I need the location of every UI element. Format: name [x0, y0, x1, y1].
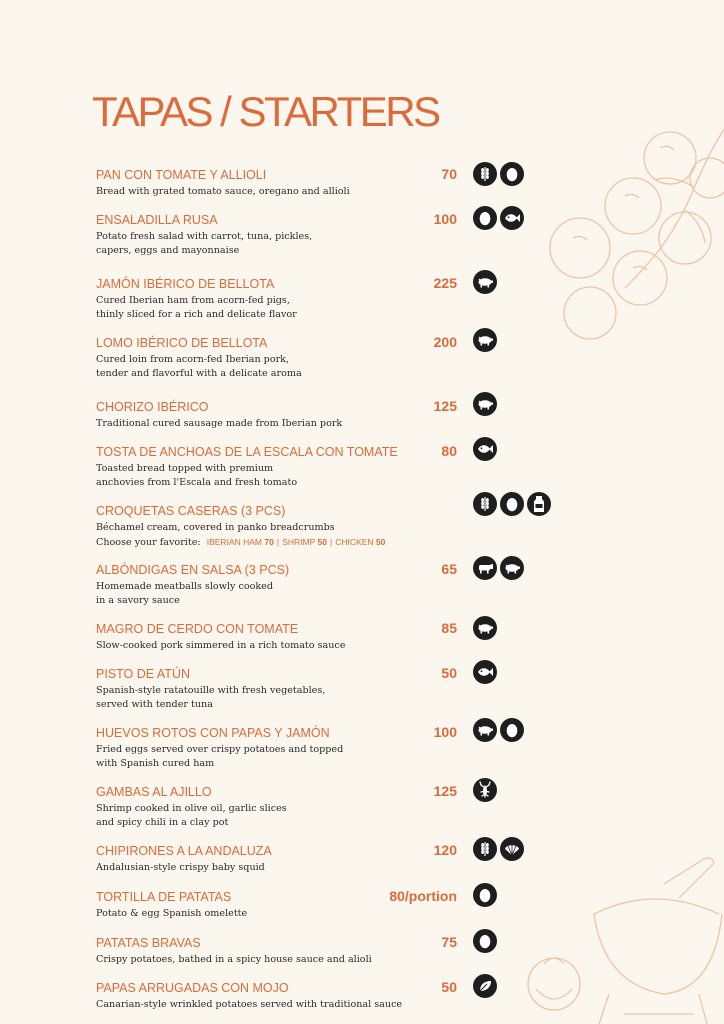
- egg-icon: [473, 929, 497, 953]
- item-price: 80/portion: [389, 888, 457, 904]
- item-description: Homemade meatballs slowly cooked in a savory sauce: [96, 581, 273, 606]
- item-options: [96, 535, 556, 550]
- item-description: Crispy potatoes, bathed in a spicy house sauce and alioli: [96, 954, 372, 965]
- page-title: TAPAS / STARTERS: [92, 88, 439, 135]
- fish-icon: [500, 206, 524, 230]
- allergen-icons: [473, 162, 524, 186]
- egg-icon: [473, 883, 497, 907]
- fish-icon: [473, 437, 497, 461]
- item-name: CROQUETAS CASERAS (3 PCS): [96, 504, 286, 518]
- allergen-icons: [473, 778, 497, 802]
- item-price: 125: [433, 398, 457, 414]
- gluten-icon: [473, 492, 497, 516]
- item-description: Cured Iberian ham from acorn-fed pigs, thinly sliced for a rich and delicate flavor: [96, 295, 297, 320]
- item-price: 80: [441, 443, 457, 459]
- crustacean-icon: [473, 778, 497, 802]
- tomato-illustration: [545, 118, 724, 348]
- beef-icon: [473, 556, 497, 580]
- option-label: SHRIMP: [282, 537, 316, 547]
- allergen-icons: [473, 837, 524, 861]
- item-name: PAPAS ARRUGADAS CON MOJO: [96, 981, 289, 995]
- pork-icon: [473, 328, 497, 352]
- item-name: JAMÓN IBÉRICO DE BELLOTA: [96, 277, 275, 291]
- item-description: Canarian-style wrinkled potatoes served with traditional sauce: [96, 999, 403, 1010]
- item-name: MAGRO DE CERDO CON TOMATE: [96, 622, 299, 636]
- item-price: 75: [441, 934, 457, 950]
- egg-icon: [473, 206, 497, 230]
- option-label: IBERIAN HAM: [206, 537, 262, 547]
- item-description: Potato fresh salad with carrot, tuna, pickles, capers, eggs and mayonnaise: [96, 231, 313, 256]
- allergen-icons: [473, 660, 497, 684]
- allergen-icons: [473, 883, 497, 907]
- option-separator: |: [330, 537, 333, 547]
- egg-icon: [500, 492, 524, 516]
- item-price: 125: [433, 783, 457, 799]
- allergen-icons: [473, 556, 524, 580]
- item-price: 70: [441, 166, 457, 182]
- item-price: 65: [441, 561, 457, 577]
- option-iberian-ham: [207, 537, 274, 547]
- item-name: HUEVOS ROTOS CON PAPAS Y JAMÓN: [96, 726, 330, 740]
- gluten-icon: [473, 837, 497, 861]
- option-price: 50: [375, 537, 386, 547]
- item-price: 120: [433, 842, 457, 858]
- option-price: 50: [317, 537, 327, 547]
- item-price: 50: [441, 979, 457, 995]
- option-shrimp: [282, 537, 327, 547]
- item-price: 85: [441, 620, 457, 636]
- option-label: CHICKEN: [335, 537, 374, 547]
- allergen-icons: [473, 270, 497, 294]
- item-name: PAN CON TOMATE Y ALLIOLI: [96, 168, 267, 182]
- allergen-icons: [473, 492, 551, 516]
- pork-icon: [473, 718, 497, 742]
- item-name: GAMBAS AL AJILLO: [96, 785, 212, 799]
- item-price: 100: [433, 724, 457, 740]
- item-description: Shrimp cooked in olive oil, garlic slices and spicy chili in a clay pot: [96, 803, 287, 828]
- allergen-icons: [473, 437, 497, 461]
- mollusc-icon: [500, 837, 524, 861]
- pork-icon: [473, 392, 497, 416]
- allergen-icons: [473, 206, 524, 230]
- item-price: 50: [441, 665, 457, 681]
- item-name: PISTO DE ATÚN: [96, 667, 191, 681]
- item-name: ALBÓNDIGAS EN SALSA (3 PCS): [96, 563, 290, 577]
- item-price: 200: [433, 334, 457, 350]
- allergen-icons: [473, 718, 524, 742]
- allergen-icons: [473, 616, 497, 640]
- item-description: Béchamel cream, covered in panko breadcrumbs: [96, 522, 335, 533]
- allergen-icons: [473, 392, 497, 416]
- item-name: CHORIZO IBÉRICO: [96, 400, 209, 414]
- item-description: Spanish-style ratatouille with fresh vegetables, served with tender tuna: [96, 685, 326, 710]
- pork-icon: [473, 616, 497, 640]
- allergen-icons: [473, 328, 497, 352]
- pork-icon: [500, 556, 524, 580]
- item-price: 100: [433, 211, 457, 227]
- item-description: Potato & egg Spanish omelette: [96, 908, 248, 919]
- item-name: PATATAS BRAVAS: [96, 936, 201, 950]
- item-name: TOSTA DE ANCHOAS DE LA ESCALA CON TOMATE: [96, 445, 398, 459]
- item-description: Andalusian-style crispy baby squid: [96, 862, 265, 873]
- item-price: 225: [433, 275, 457, 291]
- item-description: Toasted bread topped with premium anchovies from l'Escala and fresh tomato: [96, 463, 298, 488]
- item-description: Cured loin from acorn-fed Iberian pork, tender and flavorful with a delicate aroma: [96, 354, 302, 379]
- item-description: Traditional cured sausage made from Iberian pork: [96, 418, 343, 429]
- egg-icon: [500, 718, 524, 742]
- item-description: Bread with grated tomato sauce, oregano and allioli: [96, 186, 350, 197]
- vegan-icon: [473, 974, 497, 998]
- item-description: Slow-cooked pork simmered in a rich tomato sauce: [96, 640, 346, 651]
- egg-icon: [500, 162, 524, 186]
- option-separator: |: [276, 537, 280, 547]
- item-description: Fried eggs served over crispy potatoes and topped with Spanish cured ham: [96, 744, 344, 769]
- option-chicken: [335, 537, 385, 547]
- choose-label: Choose your favorite:: [96, 537, 201, 548]
- allergen-icons: [473, 929, 497, 953]
- fish-icon: [473, 660, 497, 684]
- milk-icon: [527, 492, 551, 516]
- item-name: CHIPIRONES A LA ANDALUZA: [96, 844, 272, 858]
- pork-icon: [473, 270, 497, 294]
- gluten-icon: [473, 162, 497, 186]
- item-name: LOMO IBÉRICO DE BELLOTA: [96, 336, 268, 350]
- item-name: ENSALADILLA RUSA: [96, 213, 218, 227]
- allergen-icons: [473, 974, 497, 998]
- item-name: TORTILLA DE PATATAS: [96, 890, 232, 904]
- option-price: 70: [264, 537, 274, 547]
